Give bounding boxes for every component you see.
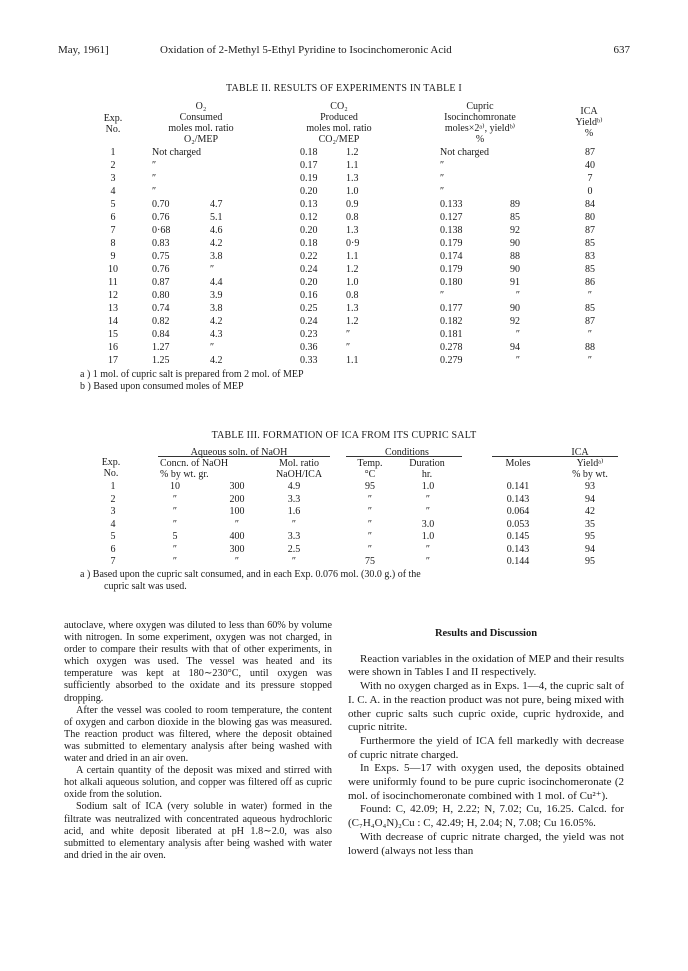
t2-cell-exp: 14 — [108, 316, 118, 327]
t2-cell-cu-moles: ″ — [440, 186, 445, 197]
t2-cell-co2-moles: 0.22 — [300, 251, 318, 262]
t2-cell-o2-moles: 0.82 — [152, 316, 170, 327]
t2-cell-exp: 16 — [108, 342, 118, 353]
t3-rule-naoh — [158, 456, 330, 457]
table2-note-a: a ) 1 mol. of cupric salt is prepared from 2 mol. of MEP — [80, 369, 304, 380]
t3-cell-temp: 75 — [365, 556, 375, 567]
t2-cell-exp: 17 — [108, 355, 118, 366]
t2-cell-cu-yield: 90 — [510, 264, 520, 275]
t2-h-co2-2: Produced — [320, 112, 358, 123]
t2-cell-cu-moles: 0.179 — [440, 264, 463, 275]
right-column — [348, 627, 624, 858]
t2-h-exp-2: No. — [105, 124, 121, 135]
t3-cell-moles: 0.141 — [506, 481, 530, 492]
t2-cell-o2-ratio: 4.6 — [210, 225, 223, 236]
t2-cell-cu-yield: 89 — [510, 199, 520, 210]
t2-cell-co2-ratio: 1.3 — [346, 173, 359, 184]
t2-cell-co2-moles: 0.18 — [300, 238, 318, 249]
t3-cell-conc: 5 — [172, 531, 178, 542]
t2-cell-o2-ratio: 5.1 — [210, 212, 223, 223]
t2-cell-cu-yield: 92 — [510, 225, 520, 236]
t3-cell-temp: 95 — [365, 481, 375, 492]
t3-cell-exp: 3 — [110, 506, 116, 517]
t2-cell-cu-yield: 92 — [510, 316, 520, 327]
t3-cell-temp: ″ — [367, 493, 373, 505]
t2-cell-cu-yield: ″ — [515, 290, 520, 301]
t3-h-dur-2: hr. — [421, 469, 433, 480]
t2-h-ica-1: ICA — [580, 106, 598, 117]
t2-cell-co2-moles: 0.20 — [300, 225, 318, 236]
t2-cell-o2-ratio: 3.8 — [210, 251, 223, 262]
t2-cell-cu-yield: 94 — [510, 342, 520, 353]
t2-cell-cu-moles: 0.279 — [440, 355, 463, 366]
t2-cell-cu-yield: ″ — [515, 329, 520, 340]
t3-cell-yield: 93 — [585, 481, 595, 492]
t2-cell-cu-moles: ″ — [440, 173, 445, 184]
t2-cell-cu-moles: 0.174 — [440, 251, 463, 262]
t2-h-cupric-4: % — [475, 134, 485, 145]
t3-cell-yield: 95 — [585, 556, 595, 567]
t2-cell-o2-moles: 0.75 — [152, 251, 170, 262]
t2-cell-o2-moles: 0.83 — [152, 238, 170, 249]
t3-cell-ratio: ″ — [291, 556, 297, 567]
t2-cell-exp: 10 — [108, 264, 118, 275]
t3-cell-gr: ″ — [234, 556, 240, 567]
t2-cell-co2-moles: 0.20 — [300, 277, 318, 288]
t3-cell-conc: ″ — [172, 518, 178, 530]
t2-cell-cu-yield: 90 — [510, 238, 520, 249]
t2-cell-ica-yield: 87 — [585, 147, 595, 158]
right-paragraph-1: Reaction variables in the oxidation of MEP and their results were shown in Tables I and II respectively. — [348, 652, 624, 679]
t3-cell-exp: 5 — [110, 531, 116, 542]
t2-cell-co2-moles: 0.18 — [300, 147, 318, 158]
t2-h-exp-1: Exp. — [103, 113, 123, 124]
t2-cell-exp: 2 — [110, 160, 116, 171]
t2-cell-ica-yield: 84 — [585, 199, 595, 210]
running-header — [58, 44, 630, 60]
t2-cell-cu-moles: 0.133 — [440, 199, 463, 210]
t3-cell-ratio: ″ — [291, 518, 297, 530]
t2-cell-ica-yield: 87 — [585, 316, 595, 327]
t2-cell-cu-yield: 90 — [510, 303, 520, 314]
t2-cell-co2-ratio: 1.0 — [346, 277, 359, 288]
t2-cell-o2-moles: 0.76 — [152, 264, 170, 275]
t2-cell-cu-moles: 0.177 — [440, 303, 463, 314]
t2-h-o2-3: moles mol. ratio — [168, 123, 234, 134]
t2-cell-co2-moles: 0.17 — [300, 160, 318, 171]
t3-cell-gr: 200 — [229, 493, 245, 505]
t2-cell-o2-moles: ″ — [152, 173, 157, 184]
t3-cell-exp: 6 — [110, 543, 116, 555]
t2-cell-exp: 5 — [110, 199, 116, 210]
t3-cell-conc: 10 — [170, 481, 180, 492]
t2-cell-o2-ratio: 4.3 — [210, 329, 223, 340]
t2-cell-o2-moles: 0.76 — [152, 212, 170, 223]
left-paragraph-3: A certain quantity of the deposit was mixed and stirred with hot alkali aqueous solution, and copper was filtered off as cupric oxide from the solution. — [64, 765, 332, 801]
t3-cell-exp: 1 — [110, 481, 116, 492]
t3-cell-yield: 94 — [585, 493, 595, 505]
t3-cell-conc: ″ — [172, 493, 178, 505]
t2-cell-o2-moles: 1.27 — [152, 342, 170, 353]
t2-cell-o2-ratio: ″ — [210, 342, 215, 353]
t2-cell-co2-moles: 0.24 — [300, 264, 318, 275]
t2-cell-exp: 15 — [108, 329, 118, 340]
t3-cell-ratio: 1.6 — [287, 506, 301, 517]
t3-cell-ratio: 3.3 — [287, 493, 301, 505]
t2-h-ica-3: % — [584, 128, 594, 139]
t2-cell-co2-ratio: 1.2 — [346, 316, 359, 327]
t2-cell-o2-moles: 1.25 — [152, 355, 170, 366]
t2-cell-co2-moles: 0.25 — [300, 303, 318, 314]
t3-cell-duration: 3.0 — [421, 518, 435, 530]
t2-cell-co2-moles: 0.20 — [300, 186, 318, 197]
t3-cell-duration: 1.0 — [421, 531, 435, 542]
t2-cell-ica-yield: 86 — [585, 277, 595, 288]
t2-h-co2-1: CO₂ — [330, 101, 348, 112]
t2-cell-co2-ratio: ″ — [346, 342, 351, 353]
t3-cell-temp: ″ — [367, 518, 373, 530]
t2-cell-cu-moles: 0.179 — [440, 238, 463, 249]
t3-h-moles: Moles — [505, 458, 531, 469]
t3-cell-temp: ″ — [367, 531, 373, 542]
t2-cell-exp: 8 — [110, 238, 116, 249]
t3-cell-moles: 0.145 — [506, 531, 530, 542]
t3-rule-ica — [492, 456, 618, 457]
t2-cell-ica-yield: ″ — [587, 290, 593, 301]
t3-cell-exp: 4 — [110, 518, 116, 530]
t3-h-cond-group: Conditions — [385, 447, 429, 458]
t3-h-ratio-1: Mol. ratio — [279, 458, 319, 469]
t2-h-cupric-1: Cupric — [466, 101, 494, 112]
t2-cell-o2-ratio: 4.2 — [210, 355, 223, 366]
t3-cell-duration: ″ — [425, 556, 431, 567]
t2-h-cupric-2: Isocinchomronate — [444, 112, 516, 123]
t3-h-naoh-group: Aqueous soln. of NaOH — [190, 447, 288, 458]
t2-h-ica-2: Yieldᵇ⁾ — [575, 117, 603, 128]
table3-note-line2: cupric salt was used. — [104, 581, 187, 592]
right-paragraph-6: With decrease of cupric nitrate charged, the yield was not lowerd (always not less than — [348, 830, 624, 857]
t2-cell-exp: 6 — [110, 212, 116, 223]
t3-cell-gr: 400 — [229, 531, 245, 542]
table2-caption: TABLE II. RESULTS OF EXPERIMENTS IN TABLE I — [226, 83, 462, 94]
t3-cell-yield: 42 — [585, 506, 595, 517]
t2-cell-exp: 3 — [110, 173, 116, 184]
t2-cell-o2-ratio: 4.2 — [210, 316, 223, 327]
t3-h-dur-1: Duration — [409, 458, 445, 469]
t2-cell-o2-moles: 0.84 — [152, 329, 170, 340]
t2-cell-co2-moles: 0.12 — [300, 212, 318, 223]
t3-h-temp-1: Temp. — [357, 458, 383, 469]
header-title: Oxidation of 2-Methyl 5-Ethyl Pyridine to Isocinchomeronic Acid — [160, 44, 452, 56]
t3-h-ratio-2: NaOH/ICA — [275, 469, 323, 480]
t2-cell-co2-ratio: 1.0 — [346, 186, 359, 197]
t2-cell-ica-yield: 80 — [585, 212, 595, 223]
t2-cell-co2-ratio: 1.2 — [346, 147, 359, 158]
t2-cell-ica-yield: 83 — [585, 251, 595, 262]
header-date: May, 1961] — [58, 44, 109, 56]
t2-cell-co2-moles: 0.19 — [300, 173, 318, 184]
t3-rule-conditions — [346, 456, 462, 457]
t2-cell-exp: 9 — [110, 251, 116, 262]
t3-h-yield-1: Yieldᵃ⁾ — [576, 458, 604, 469]
t2-cell-ica-yield: 87 — [585, 225, 595, 236]
t3-cell-duration: ″ — [425, 543, 431, 555]
t2-h-o2-4: O₂/MEP — [183, 134, 219, 145]
t2-cell-ica-yield: ″ — [587, 329, 593, 340]
t2-cell-ica-yield: 85 — [585, 303, 595, 314]
t2-cell-o2-moles: 0·68 — [152, 225, 171, 236]
t2-cell-cu-moles: ″ — [440, 290, 445, 301]
t3-h-yield-2: % by wt. — [572, 469, 608, 480]
t3-cell-moles: 0.064 — [506, 506, 530, 517]
t2-cell-o2-ratio: 3.8 — [210, 303, 223, 314]
t3-h-ica-group: ICA — [571, 447, 589, 458]
t3-cell-conc: ″ — [172, 506, 178, 517]
t2-cell-o2-moles: 0.74 — [152, 303, 170, 314]
t2-cell-o2-ratio: ″ — [210, 264, 215, 275]
t2-cell-co2-moles: 0.23 — [300, 329, 318, 340]
left-column — [64, 620, 332, 862]
t3-cell-duration: 1.0 — [421, 481, 435, 492]
t3-cell-yield: 95 — [585, 531, 595, 542]
t3-cell-moles: 0.144 — [506, 556, 530, 567]
t2-cell-co2-moles: 0.24 — [300, 316, 318, 327]
right-paragraph-3: Furthermore the yield of ICA fell markedly with decrease of cupric nitrate charged. — [348, 734, 624, 761]
left-paragraph-2: After the vessel was cooled to room temperature, the content of oxygen and carbon dioxide in the blowing gas was measured. The reaction product was filtered, where the deposit obtained was submitted to elementary analysis after being washed with water and dried in an air oven. — [64, 704, 332, 765]
t2-h-o2-1: O₂ — [195, 101, 207, 112]
t2-cell-ica-yield: ″ — [587, 355, 593, 366]
t3-cell-ratio: 2.5 — [287, 543, 301, 555]
t2-cell-co2-moles: 0.13 — [300, 199, 318, 210]
t2-cell-co2-ratio: 0·9 — [346, 238, 360, 249]
t2-cell-ica-yield: 7 — [587, 173, 593, 184]
t2-cell-cu-moles: ″ — [440, 160, 445, 171]
t3-cell-exp: 2 — [110, 493, 116, 505]
t2-cell-co2-moles: 0.16 — [300, 290, 318, 301]
t3-cell-gr: 100 — [229, 506, 245, 517]
t2-cell-ica-yield: 85 — [585, 238, 595, 249]
t2-cell-co2-ratio: 1.2 — [346, 264, 359, 275]
right-paragraph-5: Found: C, 42.09; H, 2.22; N, 7.02; Cu, 16.25. Calcd. for (C₇H₄O₄N)₂Cu : C, 42.49; H, 2.04; N, 7.08; Cu 16.05%. — [348, 803, 624, 830]
table3-note-line1: a ) Based upon the cupric salt consumed, and in each Exp. 0.076 mol. (30.0 g.) of the — [80, 569, 421, 580]
t2-cell-cu-moles: Not charged — [440, 147, 489, 158]
table3-caption: TABLE III. FORMATION OF ICA FROM ITS CUPRIC SALT — [211, 430, 477, 441]
t3-cell-duration: ″ — [425, 506, 431, 517]
t2-cell-cu-moles: 0.138 — [440, 225, 463, 236]
t2-cell-cu-moles: 0.182 — [440, 316, 463, 327]
t2-cell-ica-yield: 40 — [585, 160, 595, 171]
t3-cell-ratio: 4.9 — [287, 481, 301, 492]
t3-cell-yield: 35 — [585, 518, 595, 530]
t2-cell-cu-yield: ″ — [515, 355, 520, 366]
t2-cell-o2-moles: 0.70 — [152, 199, 170, 210]
t2-cell-co2-ratio: 1.3 — [346, 303, 359, 314]
t3-h-conc-1: Concn. of NaOH — [160, 458, 229, 469]
t2-h-o2-2: Consumed — [179, 112, 223, 123]
t2-cell-cu-moles: 0.127 — [440, 212, 463, 223]
section-heading: Results and Discussion — [434, 628, 538, 639]
t2-cell-o2-moles: ″ — [152, 160, 157, 171]
t3-cell-moles: 0.143 — [506, 543, 530, 555]
t3-h-temp-2: °C — [364, 469, 376, 480]
right-paragraph-4: In Exps. 5—17 with oxygen used, the deposits obtained were uniformly found to be pure cupric isocinchomeronate (2 mol. of isocinchomeronate combined with 1 mol. of Cu²⁺). — [348, 762, 624, 802]
t3-cell-exp: 7 — [110, 556, 116, 567]
t2-h-co2-3: moles mol. ratio — [306, 123, 372, 134]
t2-cell-o2-moles: 0.87 — [152, 277, 170, 288]
t3-cell-duration: ″ — [425, 493, 431, 505]
t2-cell-co2-ratio: 0.9 — [346, 199, 359, 210]
t3-cell-yield: 94 — [585, 543, 595, 555]
t2-cell-ica-yield: 88 — [585, 342, 595, 353]
t2-cell-cu-yield: 85 — [510, 212, 520, 223]
t3-h-exp-2: No. — [103, 468, 119, 479]
t2-cell-cu-moles: 0.180 — [440, 277, 463, 288]
t3-cell-moles: 0.053 — [506, 518, 530, 530]
t2-h-co2-4: CO₂/MEP — [318, 134, 360, 145]
t2-cell-o2-ratio: 4.2 — [210, 238, 223, 249]
t3-cell-moles: 0.143 — [506, 493, 530, 505]
left-paragraph-1: autoclave, where oxygen was diluted to less than 60% by volume with nitrogen. In some experiment, oxygen was not charged, in order to compare their results with that of other experiments, in which oxygen was used. The vessel was heated and its temperature was kept at 180∼230°C, until oxygen was sufficiently absorbed to the oxidate and its pressure stopped dropping. — [64, 620, 332, 704]
t3-h-exp-1: Exp. — [101, 457, 121, 468]
t2-cell-co2-ratio: 0.8 — [346, 290, 359, 301]
t2-cell-o2-moles: 0.80 — [152, 290, 170, 301]
t2-cell-cu-moles: 0.181 — [440, 329, 463, 340]
t2-cell-exp: 7 — [110, 225, 116, 236]
t2-h-cupric-3: moles×2ᵃ⁾, yieldᵇ⁾ — [444, 123, 516, 134]
t2-cell-o2-ratio: 4.4 — [210, 277, 223, 288]
t3-cell-gr: ″ — [234, 518, 240, 530]
t3-cell-gr: 300 — [229, 543, 245, 555]
t2-cell-exp: 11 — [108, 277, 118, 288]
t2-cell-co2-ratio: 1.3 — [346, 225, 359, 236]
t2-cell-cu-yield: 91 — [510, 277, 520, 288]
t2-cell-co2-ratio: 1.1 — [346, 251, 359, 262]
t2-cell-ica-yield: 85 — [585, 264, 595, 275]
t2-cell-ica-yield: 0 — [587, 186, 593, 197]
t2-cell-exp: 1 — [110, 147, 116, 158]
t2-cell-co2-moles: 0.33 — [300, 355, 318, 366]
t2-cell-co2-ratio: 1.1 — [346, 355, 359, 366]
t2-cell-o2-moles: ″ — [152, 186, 157, 197]
page-number: 637 — [613, 44, 630, 56]
t2-cell-cu-moles: 0.278 — [440, 342, 463, 353]
t2-cell-exp: 13 — [108, 303, 118, 314]
t3-cell-conc: ″ — [172, 543, 178, 555]
t3-cell-ratio: 3.3 — [287, 531, 301, 542]
t2-cell-co2-ratio: ″ — [346, 329, 351, 340]
left-paragraph-4: Sodium salt of ICA (very soluble in water) formed in the filtrate was neutralized with concentrated aqueous hydrochloric acid, and white deposit liberated at pH 1.8∼2.0, was also submitted to elementary analysis after being washed with water and dried in the air oven. — [64, 801, 332, 861]
t3-cell-conc: ″ — [172, 556, 178, 567]
table2-note-b: b ) Based upon consumed moles of MEP — [80, 381, 244, 392]
right-paragraph-2: With no oxygen charged as in Exps. 1—4, the cupric salt of I. C. A. in the reaction product was not pure, being mixed with other cupric salts such cupric oxide, cupric hydroxide, and cupric nitrite. — [348, 680, 624, 734]
t2-cell-co2-ratio: 1.1 — [346, 160, 359, 171]
t2-cell-co2-moles: 0.36 — [300, 342, 318, 353]
t2-cell-o2-ratio: 4.7 — [210, 199, 223, 210]
t3-h-conc-2: % by wt. gr. — [160, 469, 209, 480]
t2-cell-cu-yield: 88 — [510, 251, 520, 262]
t3-cell-temp: ″ — [367, 506, 373, 517]
t2-cell-exp: 12 — [108, 290, 118, 301]
t2-cell-o2-moles: Not charged — [152, 147, 201, 158]
t3-cell-temp: ″ — [367, 543, 373, 555]
t2-cell-exp: 4 — [110, 186, 116, 197]
t2-cell-co2-ratio: 0.8 — [346, 212, 359, 223]
t2-cell-o2-ratio: 3.9 — [210, 290, 223, 301]
t3-cell-gr: 300 — [229, 481, 245, 492]
